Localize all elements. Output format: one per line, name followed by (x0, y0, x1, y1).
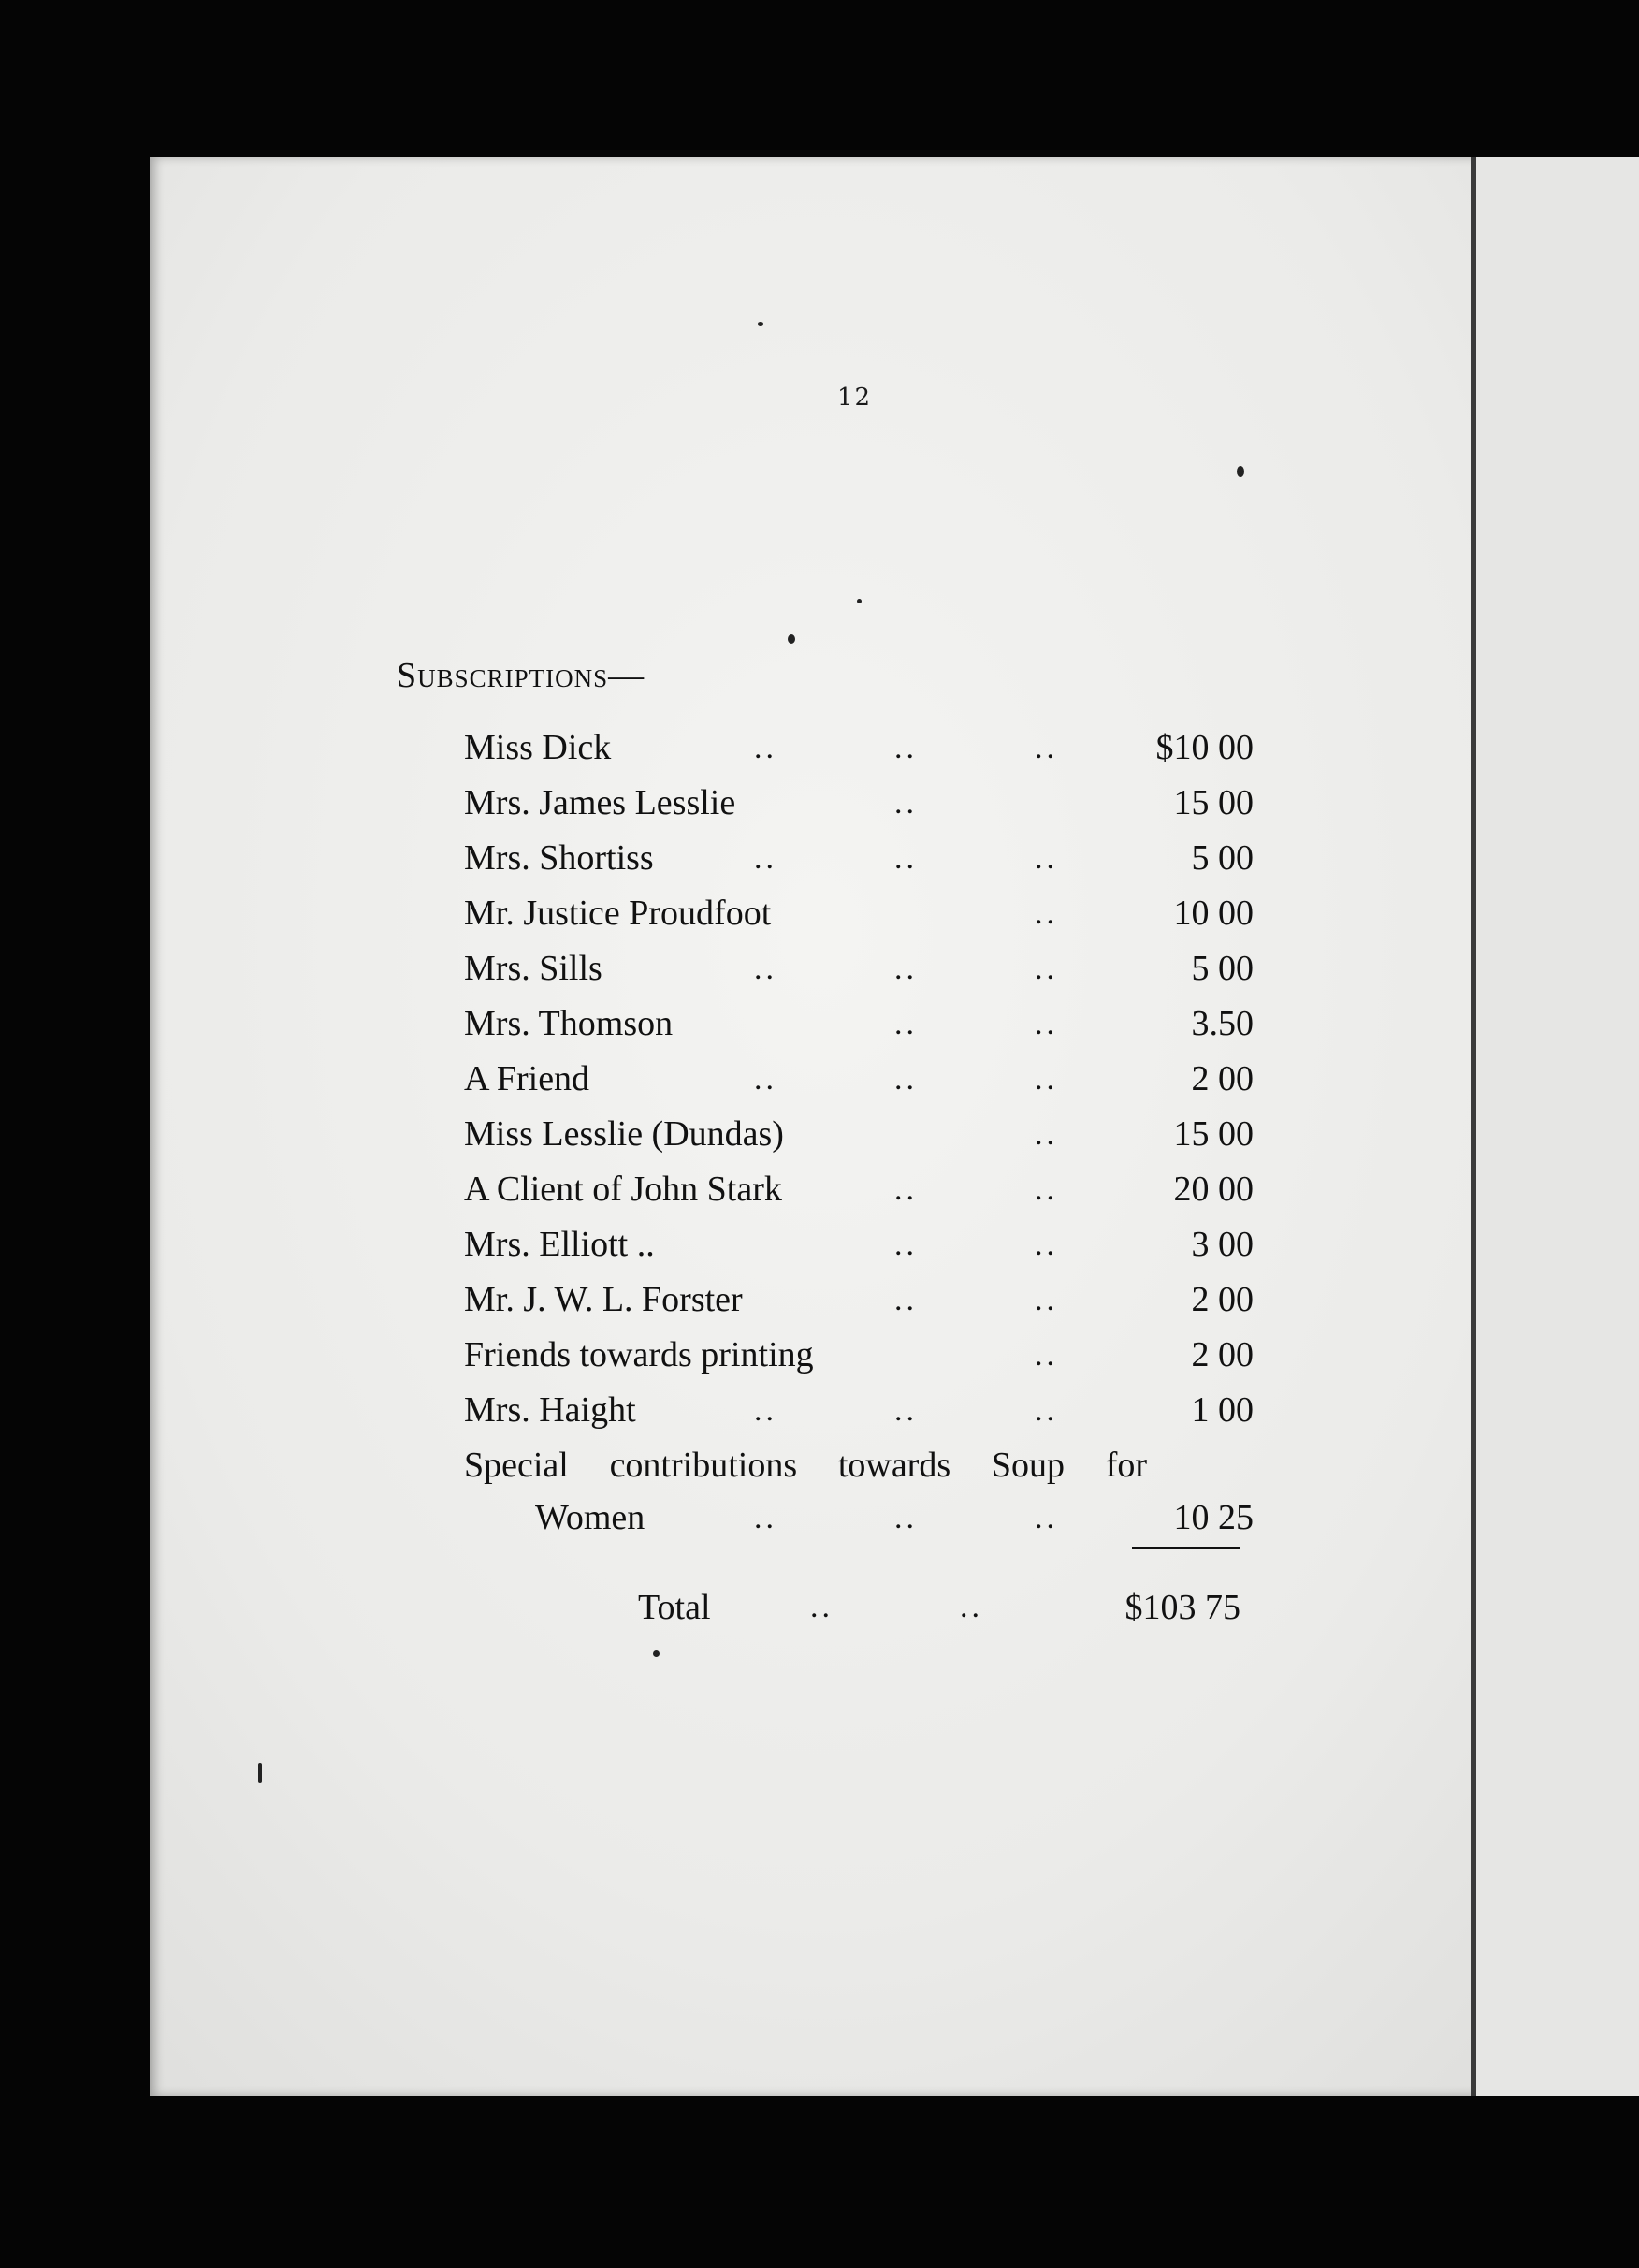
subscription-row (464, 1162, 1254, 1217)
subscription-amount: 15 00 (1173, 783, 1254, 822)
subscription-row (464, 1052, 1254, 1107)
subscription-amount: 3.50 (1191, 1004, 1254, 1043)
facing-page-edge (1476, 157, 1639, 2096)
subscriber-name: Mrs. James Lesslie (464, 783, 736, 822)
dot-leader: .. (1035, 841, 1058, 876)
subscription-amount: 2 00 (1191, 1335, 1254, 1374)
subscription-amount: 5 00 (1191, 838, 1254, 878)
dot-leader: .. (1035, 1172, 1058, 1207)
subscription-row (464, 831, 1254, 886)
special-contribution-text: Special contributions towards Soup for (464, 1446, 1147, 1485)
paper-speck (788, 634, 795, 644)
total-label: Total (638, 1588, 711, 1627)
subscription-row (464, 1272, 1254, 1328)
paper-speck (758, 322, 763, 326)
dot-leader: .. (810, 1590, 834, 1624)
dot-leader: .. (1035, 952, 1058, 986)
dot-leader: .. (754, 952, 777, 986)
dot-leader: .. (960, 1590, 983, 1624)
total-row (464, 1579, 1254, 1636)
sum-rule (1132, 1547, 1240, 1549)
subscriber-name: Mrs. Thomson (464, 1004, 674, 1043)
subscriber-name: Miss Dick (464, 728, 612, 767)
subscription-amount: $10 00 (1155, 728, 1254, 767)
dot-leader: .. (1035, 1117, 1058, 1152)
dot-leader: .. (1035, 1338, 1058, 1373)
dot-leader: .. (1035, 1062, 1058, 1097)
subscription-row (464, 720, 1254, 776)
dot-leader: .. (754, 841, 777, 876)
total-amount: $103 75 (1124, 1588, 1240, 1627)
subscription-amount: 2 00 (1191, 1059, 1254, 1098)
subscriber-name: A Client of John Stark (464, 1170, 782, 1209)
dot-leader: .. (894, 731, 918, 765)
subscriber-name: Mr. Justice Proudfoot (464, 894, 772, 933)
subscriber-name: A Friend (464, 1059, 590, 1098)
subscription-row (464, 941, 1254, 996)
section-heading: Subscriptions— (397, 656, 645, 695)
dot-leader: .. (1035, 1283, 1058, 1317)
subscriber-name: Mr. J. W. L. Forster (464, 1280, 743, 1319)
subscription-amount: 3 00 (1191, 1225, 1254, 1264)
subscription-row (464, 776, 1254, 831)
dot-leader: .. (894, 1228, 918, 1262)
page-number: 12 (837, 384, 873, 412)
subscription-row (464, 1328, 1254, 1383)
dot-leader: .. (1035, 731, 1058, 765)
dot-leader: .. (1035, 1501, 1058, 1535)
subscriber-name: Friends towards printing (464, 1335, 814, 1374)
dot-leader: .. (754, 1393, 777, 1428)
dot-leader: .. (754, 1501, 777, 1535)
dot-leader: .. (754, 731, 777, 765)
book-gutter (1471, 157, 1476, 2096)
subscriber-name: Miss Lesslie (Dundas) (464, 1114, 784, 1154)
subscriber-name: Mrs. Haight (464, 1390, 636, 1430)
dot-leader: .. (894, 1501, 918, 1535)
dot-leader: .. (1035, 1393, 1058, 1428)
dot-leader: .. (1035, 1228, 1058, 1262)
subscription-amount: 10 25 (1173, 1498, 1254, 1537)
subscription-row (464, 1217, 1254, 1272)
dot-leader: .. (894, 1007, 918, 1041)
dot-leader: .. (894, 1172, 918, 1207)
special-contribution-row (464, 1490, 1254, 1546)
dot-leader: .. (754, 1062, 777, 1097)
subscription-list (464, 720, 1254, 1546)
subscription-amount: 2 00 (1191, 1280, 1254, 1319)
paper-speck (653, 1650, 660, 1657)
subscription-amount: 10 00 (1173, 894, 1254, 933)
subscription-row (464, 996, 1254, 1052)
subscription-amount: 5 00 (1191, 949, 1254, 988)
dot-leader: .. (1035, 1007, 1058, 1041)
subscription-row (464, 1383, 1254, 1438)
dot-leader: .. (1035, 896, 1058, 931)
subscriber-name: Mrs. Elliott .. (464, 1225, 655, 1264)
special-contribution-text: Women (535, 1498, 645, 1537)
subscriber-name: Mrs. Shortiss (464, 838, 654, 878)
dot-leader: .. (894, 786, 918, 821)
subscription-amount: 1 00 (1191, 1390, 1254, 1430)
dot-leader: .. (894, 841, 918, 876)
subscription-row (464, 886, 1254, 941)
paper-speck (1237, 466, 1244, 477)
dot-leader: .. (894, 1283, 918, 1317)
subscription-amount: 15 00 (1173, 1114, 1254, 1154)
dot-leader: .. (894, 1062, 918, 1097)
subscriber-name: Mrs. Sills (464, 949, 602, 988)
special-contribution-row (464, 1438, 1254, 1490)
dot-leader: .. (894, 1393, 918, 1428)
paper-speck (258, 1763, 262, 1783)
subscription-amount: 20 00 (1173, 1170, 1254, 1209)
paper-speck (857, 599, 862, 603)
dot-leader: .. (894, 952, 918, 986)
subscription-row (464, 1107, 1254, 1162)
